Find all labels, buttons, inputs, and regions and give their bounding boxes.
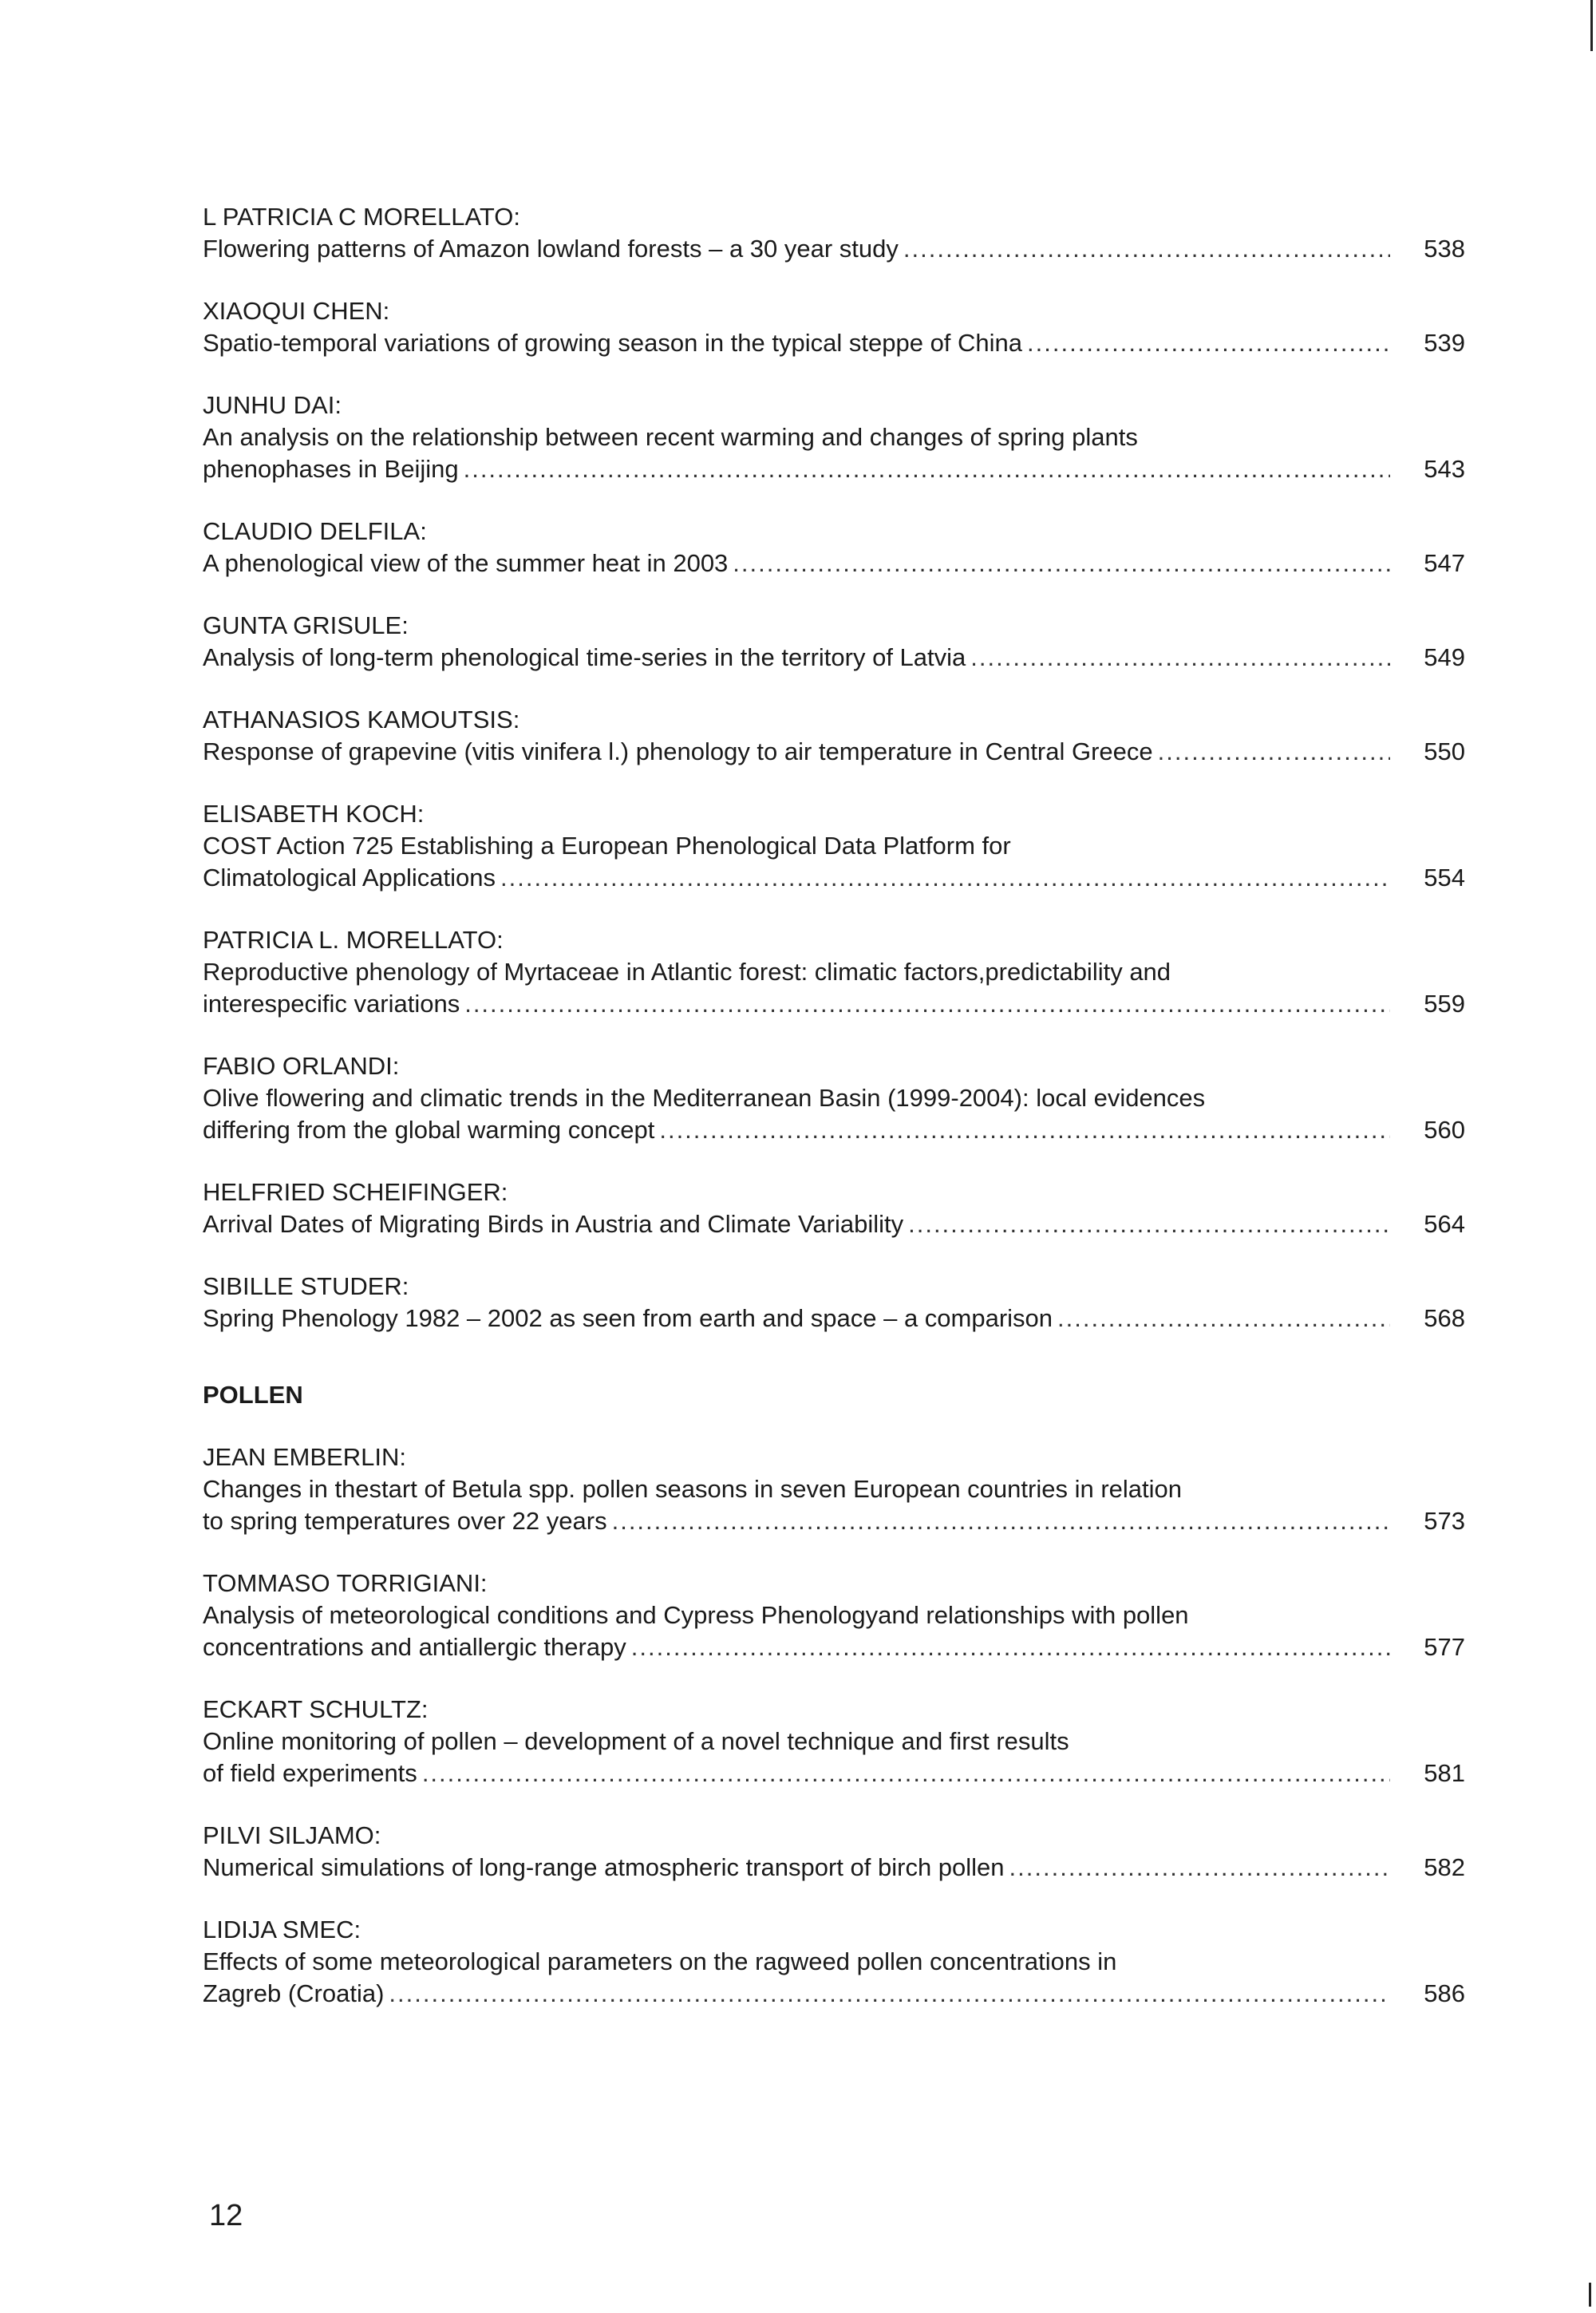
- entry-author: PILVI SILJAMO:: [203, 1821, 381, 1849]
- toc-entry: [203, 610, 1465, 674]
- dot-leader: [1027, 327, 1390, 359]
- entry-title-last-line: [203, 548, 1465, 579]
- entry-page-number: 586: [1424, 1979, 1465, 2007]
- entry-title-last-line: [203, 233, 1465, 265]
- entry-title-text: A phenological view of the summer heat in 2003: [203, 549, 729, 577]
- entry-page-number: 560: [1424, 1116, 1465, 1144]
- entry-author: CLAUDIO DELFILA:: [203, 517, 427, 545]
- dot-leader: [903, 233, 1390, 265]
- entry-title-last-line: [203, 1505, 1465, 1537]
- toc-entry: [203, 1176, 1465, 1240]
- entry-page-number: 568: [1424, 1304, 1465, 1332]
- entry-title-last-line: [203, 1303, 1465, 1334]
- entry-title-text: Analysis of long-term phenological time-series in the territory of Latvia: [203, 643, 966, 671]
- entry-page-number: 581: [1424, 1759, 1465, 1787]
- entry-title-last-line: [203, 1208, 1465, 1240]
- dot-leader: [1057, 1303, 1390, 1334]
- toc-list-phenology: [203, 201, 1465, 1334]
- entry-author: ATHANASIOS KAMOUTSIS:: [203, 706, 520, 733]
- dot-leader: [908, 1208, 1390, 1240]
- toc-entry: [203, 201, 1465, 265]
- toc-entry: [203, 798, 1465, 894]
- entry-page-number: 559: [1424, 990, 1465, 1018]
- entry-title-text: Climatological Applications: [203, 864, 496, 892]
- entry-author: FABIO ORLANDI:: [203, 1052, 400, 1080]
- entry-author: ELISABETH KOCH:: [203, 800, 425, 828]
- entry-title-last-line: [203, 988, 1465, 1020]
- entry-author: JUNHU DAI:: [203, 391, 342, 419]
- dot-leader: [464, 988, 1390, 1020]
- entry-author: TOMMASO TORRIGIANI:: [203, 1569, 488, 1597]
- entry-title-line: Effects of some meteorological parameters on the ragweed pollen concentrations in: [203, 1947, 1117, 1975]
- entry-title-line: COST Action 725 Establishing a European Phenological Data Platform for: [203, 832, 1011, 860]
- entry-author: PATRICIA L. MORELLATO:: [203, 926, 504, 954]
- entry-title-text: Arrival Dates of Migrating Birds in Austria and Climate Variability: [203, 1210, 904, 1238]
- entry-title-text: Numerical simulations of long-range atmospheric transport of birch pollen: [203, 1853, 1005, 1881]
- toc-entry: [203, 1914, 1465, 2010]
- entry-title-last-line: [203, 642, 1465, 674]
- entry-title-text: concentrations and antiallergic therapy: [203, 1633, 626, 1661]
- entry-title-last-line: [203, 736, 1465, 768]
- toc-entry: [203, 1568, 1465, 1663]
- entry-author: SIBILLE STUDER:: [203, 1272, 409, 1300]
- toc-entry: [203, 924, 1465, 1020]
- entry-title-last-line: [203, 1114, 1465, 1146]
- entry-author: JEAN EMBERLIN:: [203, 1443, 406, 1471]
- page-number: 12: [209, 2199, 243, 2232]
- entry-title-line: Online monitoring of pollen – development of a novel technique and first results: [203, 1727, 1069, 1755]
- dot-leader: [970, 642, 1390, 674]
- entry-title-last-line: [203, 862, 1465, 894]
- entry-title-last-line: [203, 1978, 1465, 2010]
- dot-leader: [612, 1505, 1390, 1537]
- entry-page-number: 564: [1424, 1210, 1465, 1238]
- entry-title-line: Olive flowering and climatic trends in the Mediterranean Basin (1999-2004): local evidences: [203, 1084, 1206, 1112]
- toc-entry: [203, 1271, 1465, 1334]
- entry-title-text: Spring Phenology 1982 – 2002 as seen from earth and space – a comparison: [203, 1304, 1053, 1332]
- dot-leader: [1009, 1852, 1390, 1884]
- dot-leader: [500, 862, 1390, 894]
- table-of-contents: [203, 201, 1465, 2040]
- entry-title-line: Reproductive phenology of Myrtaceae in Atlantic forest: climatic factors,predictability and: [203, 958, 1171, 986]
- entry-title-text: phenophases in Beijing: [203, 455, 459, 483]
- toc-entry: [203, 389, 1465, 485]
- entry-page-number: 577: [1424, 1633, 1465, 1661]
- entry-page-number: 573: [1424, 1507, 1465, 1535]
- entry-title-text: Spatio-temporal variations of growing season in the typical steppe of China: [203, 329, 1023, 357]
- toc-entry: [203, 704, 1465, 768]
- scan-edge-mark: [1589, 2283, 1591, 2307]
- entry-page-number: 539: [1424, 329, 1465, 357]
- scan-edge-mark: [1590, 0, 1593, 51]
- entry-page-number: 582: [1424, 1853, 1465, 1881]
- section-heading: POLLEN: [203, 1381, 303, 1409]
- toc-entry: [203, 1694, 1465, 1789]
- dot-leader: [422, 1757, 1390, 1789]
- entry-page-number: 549: [1424, 643, 1465, 671]
- entry-title-text: of field experiments: [203, 1759, 417, 1787]
- entry-title-text: Response of grapevine (vitis vinifera l.) phenology to air temperature in Central Greece: [203, 737, 1153, 765]
- entry-author: HELFRIED SCHEIFINGER:: [203, 1178, 508, 1206]
- toc-entry: [203, 1441, 1465, 1537]
- entry-author: ECKART SCHULTZ:: [203, 1695, 429, 1723]
- entry-page-number: 543: [1424, 455, 1465, 483]
- toc-entry: [203, 1820, 1465, 1884]
- entry-title-line: An analysis on the relationship between recent warming and changes of spring plants: [203, 423, 1138, 451]
- entry-page-number: 554: [1424, 864, 1465, 892]
- dot-leader: [389, 1978, 1390, 2010]
- dot-leader: [631, 1631, 1390, 1663]
- toc-list-pollen: [203, 1441, 1465, 2010]
- entry-title-line: Changes in thestart of Betula spp. pollen seasons in seven European countries in relation: [203, 1475, 1182, 1503]
- entry-title-last-line: [203, 1852, 1465, 1884]
- entry-author: LIDIJA SMEC:: [203, 1916, 361, 1943]
- entry-title-last-line: [203, 453, 1465, 485]
- entry-title-text: to spring temperatures over 22 years: [203, 1507, 607, 1535]
- entry-page-number: 547: [1424, 549, 1465, 577]
- entry-author: XIAOQUI CHEN:: [203, 297, 390, 325]
- toc-entry: [203, 1050, 1465, 1146]
- entry-title-text: interespecific variations: [203, 990, 460, 1018]
- dot-leader: [464, 453, 1390, 485]
- entry-author: GUNTA GRISULE:: [203, 611, 409, 639]
- entry-title-text: Flowering patterns of Amazon lowland forests – a 30 year study: [203, 235, 899, 263]
- entry-page-number: 550: [1424, 737, 1465, 765]
- dot-leader: [733, 548, 1390, 579]
- entry-title-last-line: [203, 1631, 1465, 1663]
- entry-title-last-line: [203, 1757, 1465, 1789]
- entry-title-last-line: [203, 327, 1465, 359]
- toc-entry: [203, 516, 1465, 579]
- dot-leader: [1158, 736, 1390, 768]
- entry-title-line: Analysis of meteorological conditions and Cypress Phenologyand relationships with pollen: [203, 1601, 1189, 1629]
- dot-leader: [659, 1114, 1390, 1146]
- entry-page-number: 538: [1424, 235, 1465, 263]
- entry-author: L PATRICIA C MORELLATO:: [203, 203, 520, 231]
- entry-title-text: Zagreb (Croatia): [203, 1979, 385, 2007]
- toc-entry: [203, 295, 1465, 359]
- entry-title-text: differing from the global warming concept: [203, 1116, 655, 1144]
